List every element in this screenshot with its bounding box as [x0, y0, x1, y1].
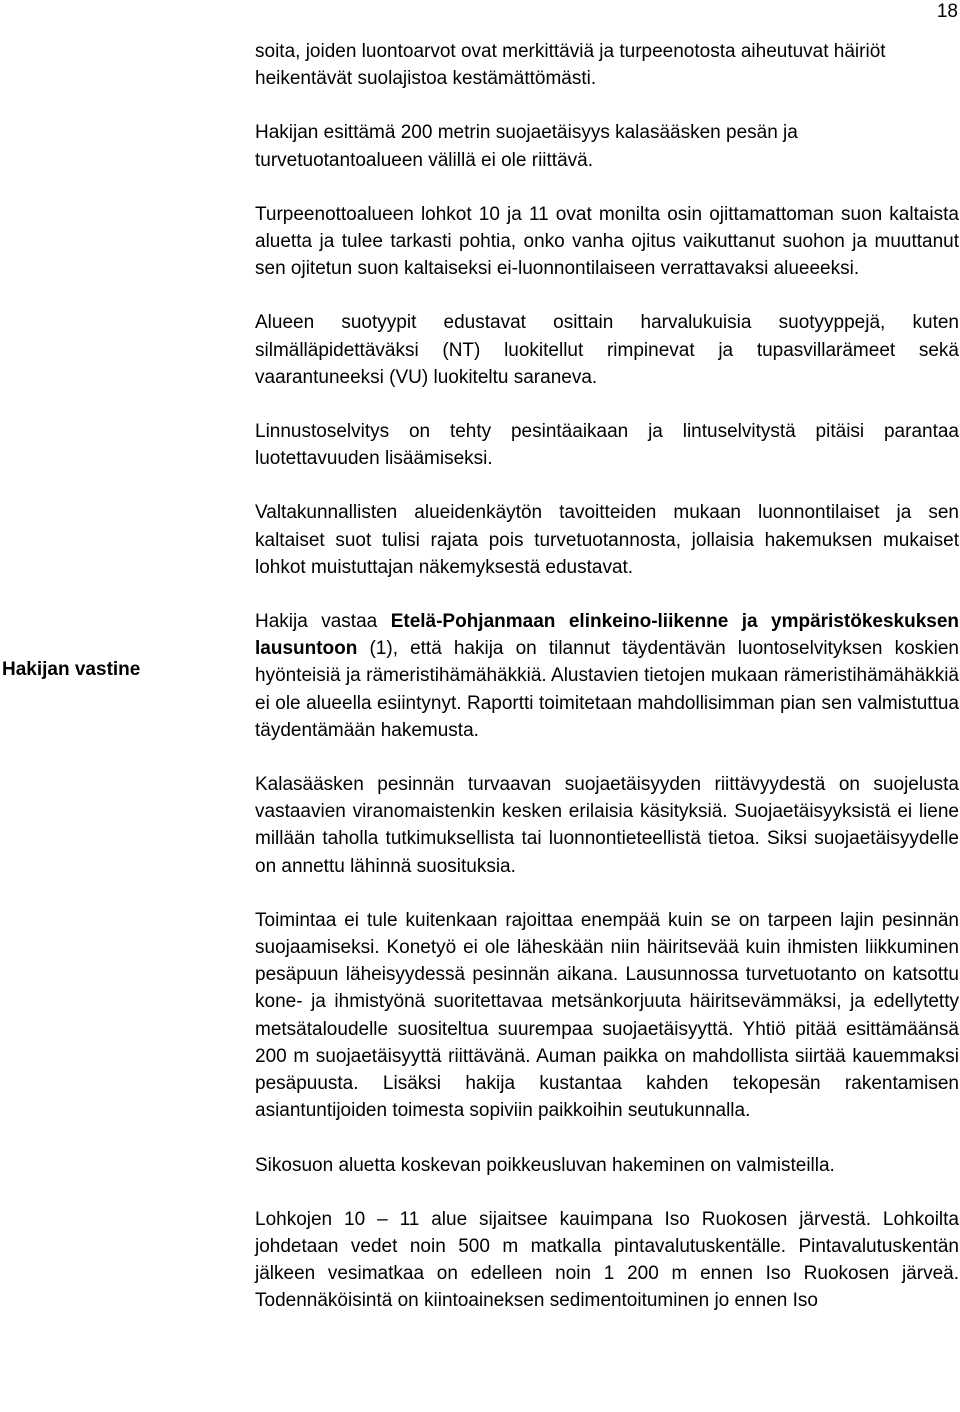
statement-paragraph: Hakijan esittämä 200 metrin suojaetäisyys kalasääsken pesän ja turvetuotantoalueen välillä ei ole riittävä.: [255, 122, 798, 171]
response-intro-suffix: (1), että hakija on tilannut täydentävän luontoselvityksen koskien hyönteisiä ja rämeristihämähäkkiä. Alustavien tietojen mukaan rämeristihämähäkkiä ei ole alueella esiintynyt. Raportti toimitetaan mahdollisimman pian sen valmistuttua täydentämään hakemusta.: [255, 638, 959, 741]
response-paragraph: Kalasääsken pesinnän turvaavan suojaetäisyyden riittävyydestä on suojelusta vastaavien viranomaistenkin kesken erilaisia käsityksiä. Suojaetäisyyksistä ei liene millään taholla tutkimuksellista tai luonnontieteellistä tietoa. Siksi suojaetäisyydelle on annettu lähinnä suosituksia.: [255, 774, 959, 877]
response-paragraph: Sikosuon aluetta koskevan poikkeusluvan hakeminen on valmisteilla.: [255, 1154, 835, 1176]
section-label-hakijan-vastine: Hakijan vastine: [2, 659, 141, 680]
statement-paragraph: Turpeenottoalueen lohkot 10 ja 11 ovat monilta osin ojittamattoman suon kaltaista aluetta ja tulee tarkasti pohtia, onko vanha ojitus vaikuttanut suohon ja muuttanut sen ojitetun suon kaltaiseksi ei-luonnontilaiseen verrattavaksi alueeeksi.: [255, 203, 959, 280]
document-body: [255, 38, 959, 1342]
page-number: 18: [936, 1, 958, 22]
response-intro-paragraph: [255, 608, 959, 744]
statement-paragraph: Linnustoselvitys on tehty pesintäaikaan ja lintuselvitystä pitäisi parantaa luotettavuuden lisäämiseksi.: [255, 421, 959, 470]
response-paragraph: Toimintaa ei tule kuitenkaan rajoittaa enempää kuin se on tarpeen lajin pesinnän suojaamiseksi. Konetyö ei ole läheskään niin häiritsevää kuin ihmisten liikkuminen pesäpuun läheisyydessä pesinnän aikana. Lausunnossa turvetuotanto on katsottu kone- ja ihmistyönä suoritettavaa metsänkorjuuta häiritsevämmäksi, ja edellytetty metsätaloudelle suositeltua suurempaa suojaetäisyyttä. Yhtiö pitää esittämäänsä 200 m suojaetäisyyttä riittävänä. Auman paikka on mahdollista siirtää kauemmaksi pesäpuusta. Lisäksi hakija kustantaa kahden tekopesän rakentamisen asiantuntijoiden toimesta sopiviin paikkoihin seutukunnalla.: [255, 909, 959, 1122]
statement-paragraph: Alueen suotyypit edustavat osittain harvalukuisia suotyyppejä, kuten silmälläpidettäväksi (NT) luokitellut rimpinevat ja tupasvillarämeet sekä vaarantuneeksi (VU) luokiteltu saraneva.: [255, 312, 959, 388]
statement-paragraph: Valtakunnallisten alueidenkäytön tavoitteiden mukaan luonnontilaiset ja sen kaltaiset suot tulisi rajata pois turvetuotannosta, jollaisia hakemuksen mukaiset lohkot muistuttajan näkemyksestä edustavat.: [255, 502, 959, 578]
statement-paragraph: soita, joiden luontoarvot ovat merkittäviä ja turpeenotosta aiheutuvat häiriöt heikentävät suolajistoa kestämättömästi.: [255, 41, 886, 90]
response-intro-bold-reference: Etelä-Pohjanmaan elinkeino-liikenne ja ympäristökeskuksen lausuntoon: [255, 611, 960, 660]
response-intro-prefix: Hakija vastaa: [255, 611, 391, 633]
response-paragraph: Lohkojen 10 – 11 alue sijaitsee kauimpana Iso Ruokosen järvestä. Lohkoilta johdetaan vedet noin 500 m matkalla pintavalutuskentälle. Pintavalutuskentän jälkeen vesimatkaa on edelleen noin 1 200 m ennen Iso Ruokosen järveä. Todennäköisintä on kiintoaineksen sedimentoituminen jo ennen Iso: [255, 1208, 959, 1312]
